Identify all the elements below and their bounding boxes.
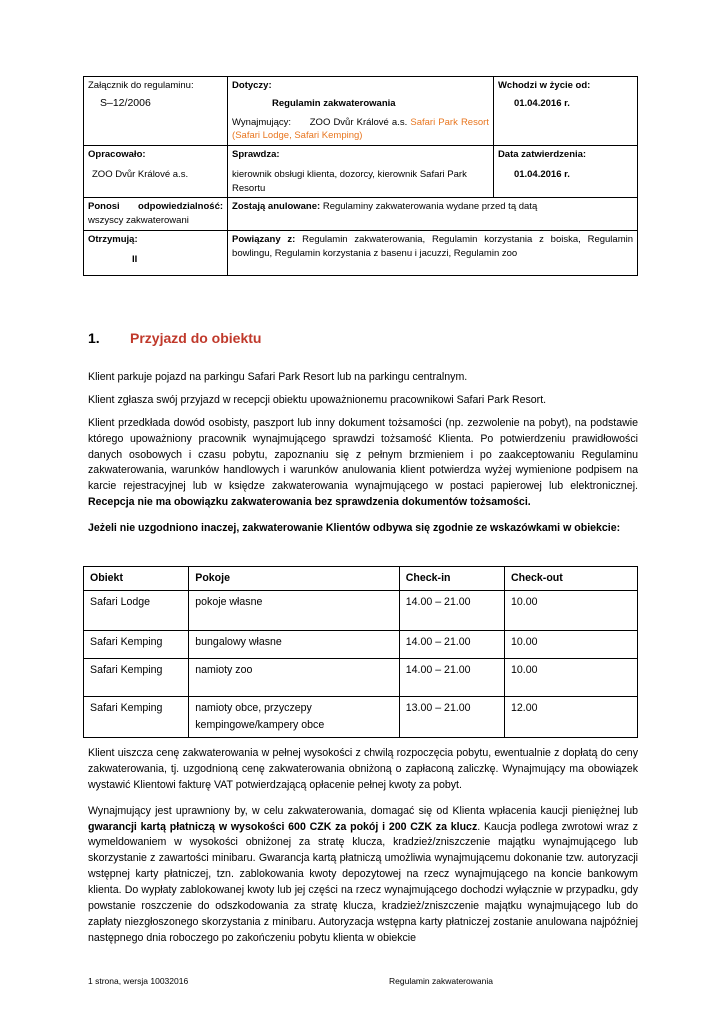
table-cell: 14.00 – 21.00	[399, 658, 504, 696]
annex-label: Załącznik do regulaminu:	[88, 80, 194, 91]
rooms-header: Obiekt	[84, 567, 189, 591]
receives-cell	[84, 230, 228, 275]
table-cell: Safari Kemping	[84, 696, 189, 737]
paragraph-1: Klient parkuje pojazd na parkingu Safari Park Resort lub na parkingu centralnym.	[88, 371, 468, 383]
paragraph-5: Klient uiszcza cenę zakwaterowania w pełnej wysokości z chwilą rozpoczęcia pobytu, ewentualnie z dopłatą do ceny zakwaterowania, tj. uzgodnioną cenę zakwaterowania obniżoną o zapłaconą zaliczkę. Wynajmujący ma obowiązek wystawić Klientowi fakturę VAT potwierdzającą opłacenie pełnej kwoty za pobyt.	[88, 747, 638, 791]
cancelled-label: Zostają anulowane:	[232, 201, 321, 213]
table-cell: 10.00	[505, 658, 638, 696]
prepared-cell	[84, 146, 228, 198]
table-row	[84, 696, 638, 737]
table-row	[84, 658, 638, 696]
table-cell: 13.00 – 21.00	[399, 696, 504, 737]
approval-label: Data zatwierdzenia:	[497, 149, 587, 161]
receives-value: II	[132, 253, 138, 265]
approval-value: 01.04.2016 r.	[513, 168, 570, 180]
body-block-1	[88, 370, 638, 544]
table-cell: 10.00	[505, 590, 638, 630]
checks-value: kierownik obsługi klienta, dozorcy, kierownik Safari Park Resortu	[232, 168, 467, 194]
table-cell: Safari Lodge	[84, 590, 189, 630]
landlord-info	[232, 116, 489, 144]
table-cell: Safari Kemping	[84, 658, 189, 696]
paragraph-3-text: Klient przedkłada dowód osobisty, paszport lub inny dokument tożsamości (np. zezwolenie na pobyt), na podstawie którego upoważniony pracownik wynajmującego sprawdzi tożsamość Klienta. Po potwierdzeniu prawidłowości danych osobowych i czasu pobytu, zapoznaniu się z pełnym brzmieniem i po zaakceptowaniu Regulaminu zakwaterowania, warunków handlowych i warunków anulowania klient potwierdza wyżej wymienione podpisem na karcie rejestracyjnej lub w księdze zakwaterowania wynajmującego w postaci papierowej lub elektronicznej.	[88, 416, 638, 493]
paragraph-3-bold: Recepcja nie ma obowiązku zakwaterowania bez sprawdzenia dokumentów tożsamości.	[88, 496, 531, 509]
paragraph-2: Klient zgłasza swój przyjazd w recepcji obiektu upoważnionemu pracownikowi Safari Park Resort.	[88, 393, 547, 406]
paragraph-3	[88, 416, 638, 511]
table-cell: 14.00 – 21.00	[399, 590, 504, 630]
responsibility-value: wszyscy zakwaterowani	[88, 215, 189, 227]
prepared-value: ZOO Dvůr Králové a.s.	[92, 168, 189, 180]
annex-value: S–12/2006	[100, 96, 151, 109]
table-cell: 10.00	[505, 630, 638, 658]
responsibility-label: Ponosi odpowiedzialność:	[88, 201, 224, 213]
checks-cell	[228, 146, 494, 198]
rooms-header: Check-out	[505, 567, 638, 591]
paragraph-6	[88, 804, 638, 947]
table-cell: 12.00	[505, 696, 638, 737]
paragraph-4-bold: Jeżeli nie uzgodniono inaczej, zakwaterowanie Klientów odbywa się zgodnie ze wskazówkami w obiekcie:	[88, 522, 621, 535]
table-row	[84, 590, 638, 630]
checks-label: Sprawdza:	[232, 149, 280, 161]
paragraph-6-text-b: . Kaucja podlega zwrotowi wraz z wymeldowaniem w wysokości obniżonej za stratę klucza, kradzież/zniszczenie majątku wynajmującego lub skorzystanie z zawartości minibaru. Gwarancja kartą płatniczą umożliwia wynajmującemu dokonanie tzw. autoryzacji wstępnej karty płatniczej, tzn. zablokowania kwoty depozytowej na rzecz wynajmującego na koncie bankowym klienta. Do wypłaty zablokowanej kwoty lub jej części na rzecz wynajmującego dochodzi wyłącznie w przypadku, gdy powstanie roszczenie do odszkodowania za stratę klucza, kradzież/zniszczenie majątku wynajmującego lub do zapłaty niezgłoszonego skorzystania z minibaru. Autoryzacja wstępna karty płatniczej zostanie anulowana najpóźniej następnego dnia roboczego po zakończeniu pobytu klienta w obiekcie	[88, 820, 638, 944]
section-title: Przyjazd do obiektu	[130, 330, 262, 346]
effective-label: Wchodzi w życie od:	[497, 80, 591, 91]
receives-label: Otrzymują:	[88, 233, 138, 245]
table-cell: pokoje własne	[189, 590, 400, 630]
rooms-header: Pokoje	[189, 567, 400, 591]
responsibility-cell	[84, 198, 228, 231]
concerns-label: Dotyczy:	[232, 80, 272, 91]
landlord-label: Wynajmujący:	[232, 116, 292, 128]
footer-right: Regulamin zakwaterowania	[389, 976, 493, 986]
paragraph-6-bold: gwarancji kartą płatniczą w wysokości 600 CZK za pokój i 200 CZK za klucz	[88, 820, 478, 833]
landlord-name: ZOO Dvůr Králové a.s.	[309, 116, 408, 128]
related-value: Regulamin zakwaterowania, Regulamin korzystania z boiska, Regulamin bowlingu, Regulamin korzystania z basenu i jacuzzi, Regulamin zoo	[232, 233, 634, 259]
related-label: Powiązany z:	[232, 233, 296, 245]
table-cell: 14.00 – 21.00	[399, 630, 504, 658]
table-cell: Safari Kemping	[84, 630, 189, 658]
section-number: 1.	[88, 330, 100, 346]
prepared-label: Opracowało:	[88, 149, 146, 161]
related-cell	[228, 230, 638, 275]
section-heading	[88, 330, 261, 346]
rooms-table	[83, 566, 638, 738]
table-cell: namioty obce, przyczepy kempingowe/kampery obce	[189, 696, 400, 737]
rooms-header-row	[84, 567, 638, 591]
cancelled-cell	[228, 198, 638, 231]
landlord-resort: Safari Park Resort (Safari Lodge, Safari Kemping)	[232, 116, 489, 142]
rooms-header: Check-in	[399, 567, 504, 591]
table-cell: namioty zoo	[189, 658, 400, 696]
approval-cell	[493, 146, 637, 198]
annex-cell	[84, 77, 228, 146]
table-cell: bungalowy własne	[189, 630, 400, 658]
body-block-2	[88, 746, 638, 954]
concerns-title: Regulamin zakwaterowania	[272, 97, 396, 109]
cancelled-value: Regulaminy zakwaterowania wydane przed tą datą	[322, 201, 538, 213]
footer-left: 1 strona, wersja 10032016	[88, 976, 189, 986]
table-row	[84, 630, 638, 658]
paragraph-6-text-a: Wynajmujący jest uprawniony by, w celu zakwaterowania, domagać się od Klienta wpłacenia kaucji pieniężnej lub	[88, 804, 638, 817]
effective-value: 01.04.2016 r.	[513, 97, 570, 109]
concerns-cell	[228, 77, 494, 146]
header-table	[83, 76, 638, 276]
paragraph-4	[88, 521, 638, 537]
effective-cell	[493, 77, 637, 146]
